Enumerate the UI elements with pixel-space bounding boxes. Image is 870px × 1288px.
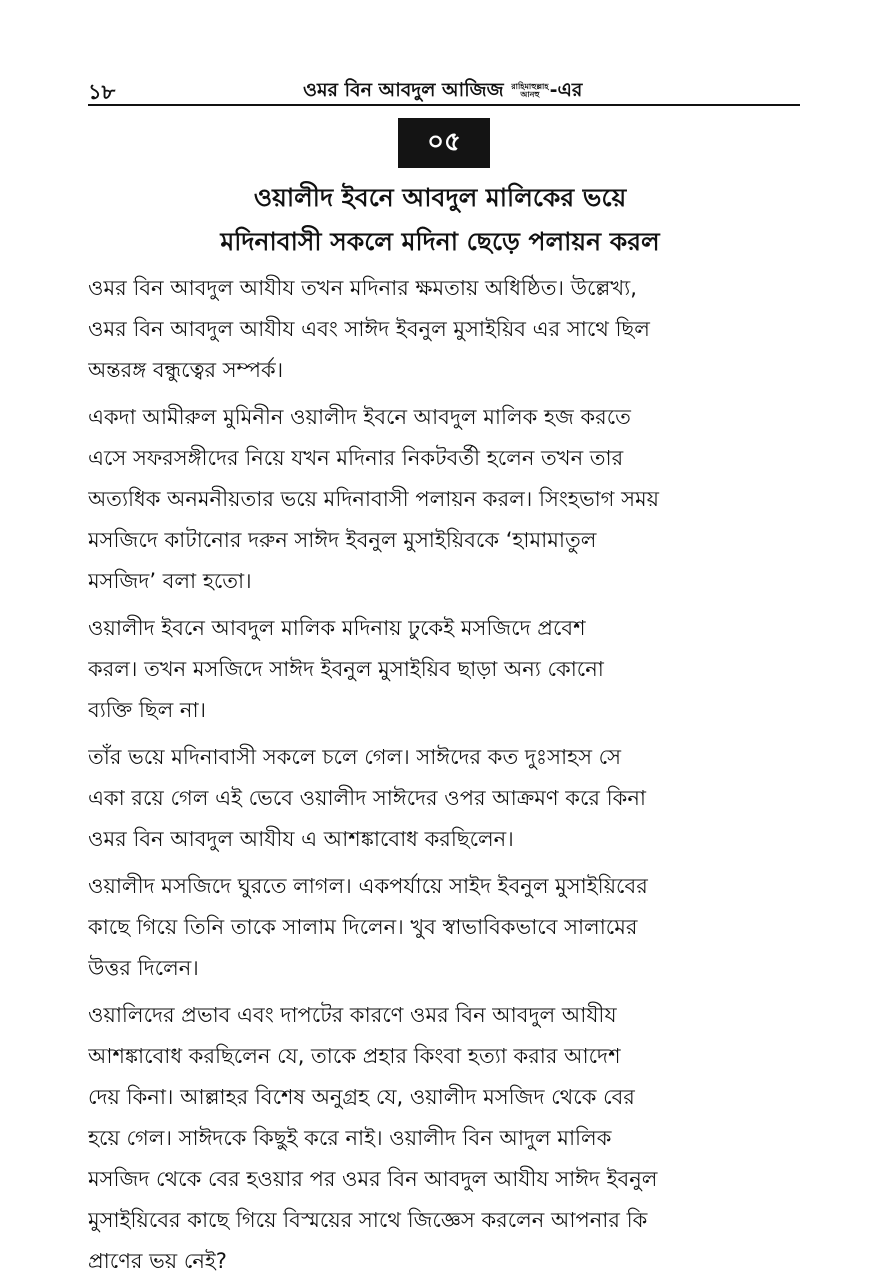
- paragraph: [88, 866, 800, 989]
- text-line: করল। তখন মসজিদে সাঈদ ইবনুল মুসাইয়িব ছাড়া অন্য কোনো: [88, 657, 604, 681]
- text-line: মসজিদ’ বলা হতো।: [88, 569, 252, 593]
- chapter-number-box: [398, 118, 490, 168]
- text-line: একা রয়ে গেল এই ভেবে ওয়ালীদ সাঈদের ওপর আক্রমণ করে কিনা: [88, 786, 646, 810]
- text-line: প্রাণের ভয় নেই?: [88, 1249, 227, 1273]
- text-line: মসজিদে কাটানোর দরুন সাঈদ ইবনুল মুসাইয়িবকে ‘হামামাতুল: [88, 528, 597, 552]
- text-line: ব্যক্তি ছিল না।: [88, 698, 207, 722]
- text-line: দেয় কিনা। আল্লাহর বিশেষ অনুগ্রহ যে, ওয়ালীদ মসজিদ থেকে বের: [88, 1085, 635, 1109]
- text-line: মুসাইয়িবের কাছে গিয়ে বিস্ময়ের সাথে জিজ্ঞেস করলেন আপনার কি: [88, 1208, 648, 1232]
- page-number: ১৮: [88, 80, 116, 104]
- text-line: মসজিদ থেকে বের হওয়ার পর ওমর বিন আবদুল আযীয সাঈদ ইবনুল: [88, 1167, 658, 1191]
- honorific-top: রাহিমাহুল্লাহ: [511, 81, 549, 91]
- text-line: ওয়ালিদের প্রভাব এবং দাপটের কারণে ওমর বিন আবদুল আযীয: [88, 1003, 617, 1027]
- paragraph: [88, 397, 800, 602]
- text-line: ওমর বিন আবদুল আযীয এ আশঙ্কাবোধ করছিলেন।: [88, 827, 514, 851]
- running-title-suffix: -এর: [549, 79, 583, 101]
- chapter-heading-line-1: ওয়ালীদ ইবনে আবদুল মালিকের ভয়ে: [253, 183, 627, 212]
- text-line: ওয়ালীদ মসজিদে ঘুরতে লাগল। একপর্যায়ে সাইদ ইবনুল মুসাইয়িবের: [88, 874, 648, 898]
- text-line: এসে সফরসঙ্গীদের নিয়ে যখন মদিনার নিকটবর্তী হলেন তখন তার: [88, 446, 624, 470]
- chapter-number: ০৫: [427, 127, 461, 157]
- running-title: [303, 76, 582, 108]
- text-line: হয়ে গেল। সাঈদকে কিছুই করে নাই। ওয়ালীদ বিন আদুল মালিক: [88, 1126, 612, 1150]
- page-header: [88, 74, 800, 106]
- paragraph: [88, 737, 800, 860]
- text-line: একদা আমীরুল মুমিনীন ওয়ালীদ ইবনে আবদুল মালিক হজ করতে: [88, 405, 631, 429]
- honorific-bottom: আনহু: [520, 89, 540, 99]
- paragraph: [88, 608, 800, 731]
- chapter-heading-line-2: মদিনাবাসী সকলে মদিনা ছেড়ে পলায়ন করল: [220, 227, 660, 256]
- text-line: আশঙ্কাবোধ করছিলেন যে, তাকে প্রহার কিংবা হত্যা করার আদেশ: [88, 1044, 621, 1068]
- paragraph: [88, 995, 800, 1282]
- running-title-main: ওমর বিন আবদুল আজিজ: [303, 79, 504, 101]
- text-line: উত্তর দিলেন।: [88, 956, 199, 980]
- text-line: কাছে গিয়ে তিনি তাকে সালাম দিলেন। খুব স্বাভাবিকভাবে সালামের: [88, 915, 638, 939]
- text-line: অন্তরঙ্গ বন্ধুত্বের সম্পর্ক।: [88, 358, 284, 382]
- paragraph: [88, 268, 800, 391]
- text-line: ওয়ালীদ ইবনে আবদুল মালিক মদিনায় ঢুকেই মসজিদে প্রবেশ: [88, 616, 586, 640]
- honorific-mark: [511, 83, 548, 99]
- body-text: [88, 268, 800, 1288]
- text-line: ওমর বিন আবদুল আযীয এবং সাঈদ ইবনুল মুসাইয়িব এর সাথে ছিল: [88, 317, 650, 341]
- text-line: তাঁর ভয়ে মদিনাবাসী সকলে চলে গেল। সাঈদের কত দুঃসাহস সে: [88, 745, 622, 769]
- text-line: ওমর বিন আবদুল আযীয তখন মদিনার ক্ষমতায় অধিষ্ঠিত। উল্লেখ্য,: [88, 276, 637, 300]
- text-line: অত্যধিক অনমনীয়তার ভয়ে মদিনাবাসী পলায়ন করল। সিংহভাগ সময়: [88, 487, 660, 511]
